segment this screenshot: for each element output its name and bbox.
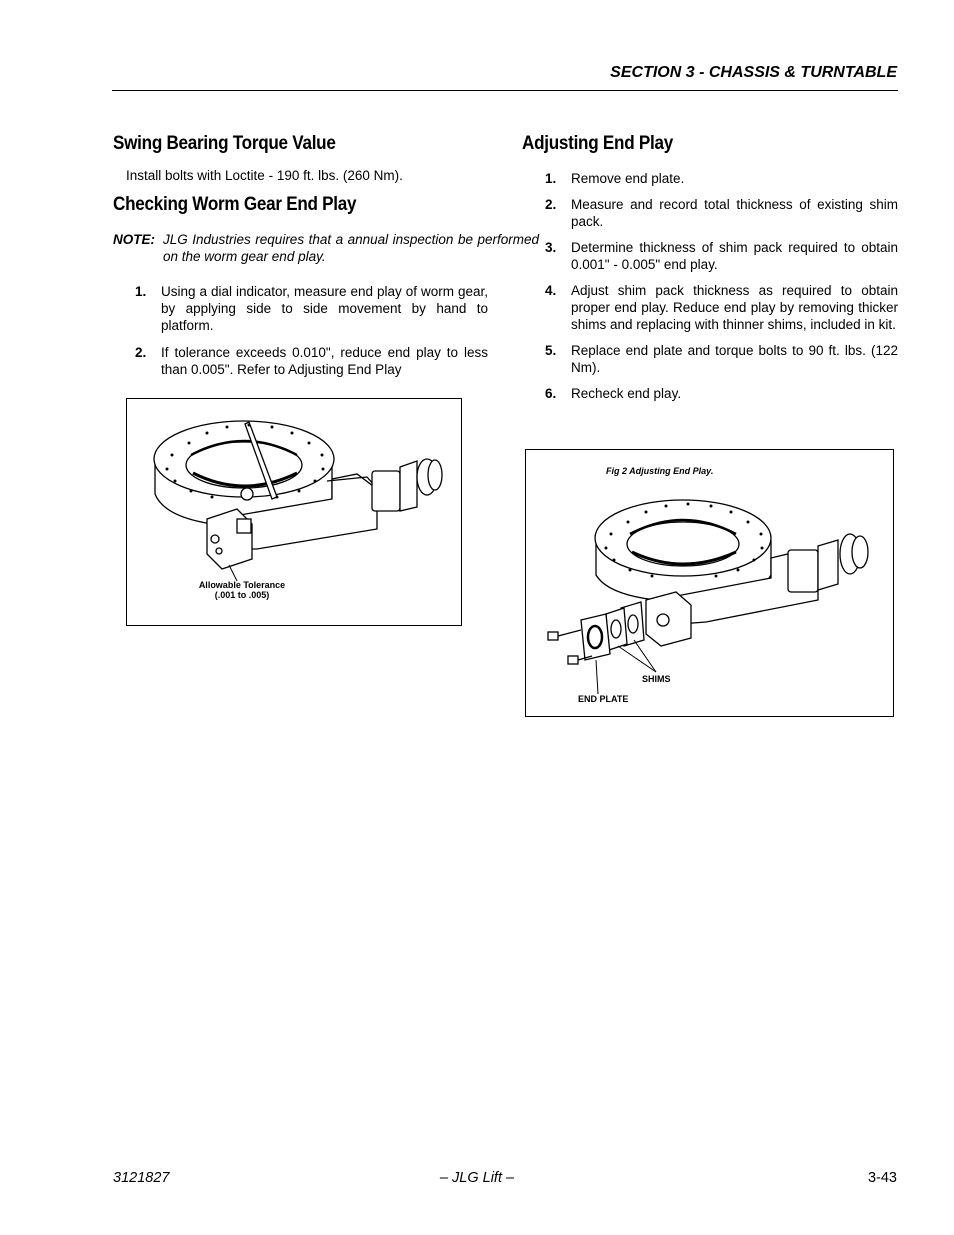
worm-gear-heading: Checking Worm Gear End Play <box>113 194 357 215</box>
list-item <box>135 344 488 378</box>
tolerance-label-line2: (.001 to .005) <box>214 590 270 600</box>
note-text: JLG Industries requires that a annual inspection be performed on the worm gear end play. <box>163 232 539 264</box>
end-plate-label: END PLATE <box>578 694 629 704</box>
step-number: 1. <box>135 284 147 299</box>
adjusting-end-play-heading: Adjusting End Play <box>522 133 673 154</box>
step-text: Adjust shim pack thickness as required to obtain proper end play. Reduce end play by removing thicker shims and replacing with thinner shims, included in kit. <box>571 283 898 332</box>
list-item <box>545 282 898 333</box>
list-item <box>545 170 898 187</box>
step-text: Replace end plate and torque bolts to 90 ft. lbs. (122 Nm). <box>571 343 898 375</box>
end-plate-illustration <box>526 450 893 716</box>
step-number: 2. <box>135 345 147 360</box>
step-text: Using a dial indicator, measure end play of worm gear, by applying side to side movement by hand to platform. <box>161 284 488 333</box>
step-number: 4. <box>545 283 557 298</box>
step-number: 2. <box>545 197 557 212</box>
note-label: NOTE: <box>113 232 155 247</box>
worm-gear-steps <box>135 283 488 378</box>
swing-bearing-text: Install bolts with Loctite - 190 ft. lbs. (260 Nm). <box>126 168 403 183</box>
figure-caption: Fig 2 Adjusting End Play. <box>606 466 714 476</box>
tolerance-label-line1: Allowable Tolerance <box>198 580 286 590</box>
end-plate-figure <box>525 449 894 717</box>
list-item <box>545 196 898 230</box>
step-number: 1. <box>545 171 557 186</box>
list-item <box>135 283 488 334</box>
doc-number: 3121827 <box>113 1170 170 1186</box>
note-block <box>113 231 539 265</box>
dial-indicator-figure <box>126 398 462 626</box>
list-item <box>545 385 898 402</box>
page-number: 3-43 <box>867 1170 897 1186</box>
step-text: If tolerance exceeds 0.010", reduce end play to less than 0.005". Refer to Adjusting End Play <box>161 345 488 377</box>
adjusting-steps <box>545 170 898 402</box>
step-text: Measure and record total thickness of existing shim pack. <box>571 197 898 229</box>
step-text: Remove end plate. <box>571 171 685 186</box>
tolerance-label <box>187 580 297 600</box>
list-item <box>545 342 898 376</box>
step-text: Determine thickness of shim pack required to obtain 0.001" - 0.005" end play. <box>571 240 898 272</box>
shims-label: SHIMS <box>642 674 671 684</box>
list-item <box>545 239 898 273</box>
adjusting-end-play-section <box>522 133 898 155</box>
worm-gear-section <box>113 194 489 216</box>
footer-brand: – JLG Lift – <box>439 1170 515 1186</box>
left-column <box>113 133 489 155</box>
step-number: 6. <box>545 386 557 401</box>
swing-bearing-heading: Swing Bearing Torque Value <box>113 133 336 154</box>
step-number: 3. <box>545 240 557 255</box>
header-rule <box>112 90 898 91</box>
step-text: Recheck end play. <box>571 386 682 401</box>
section-title: SECTION 3 - CHASSIS & TURNTABLE <box>610 64 897 81</box>
step-number: 5. <box>545 343 557 358</box>
